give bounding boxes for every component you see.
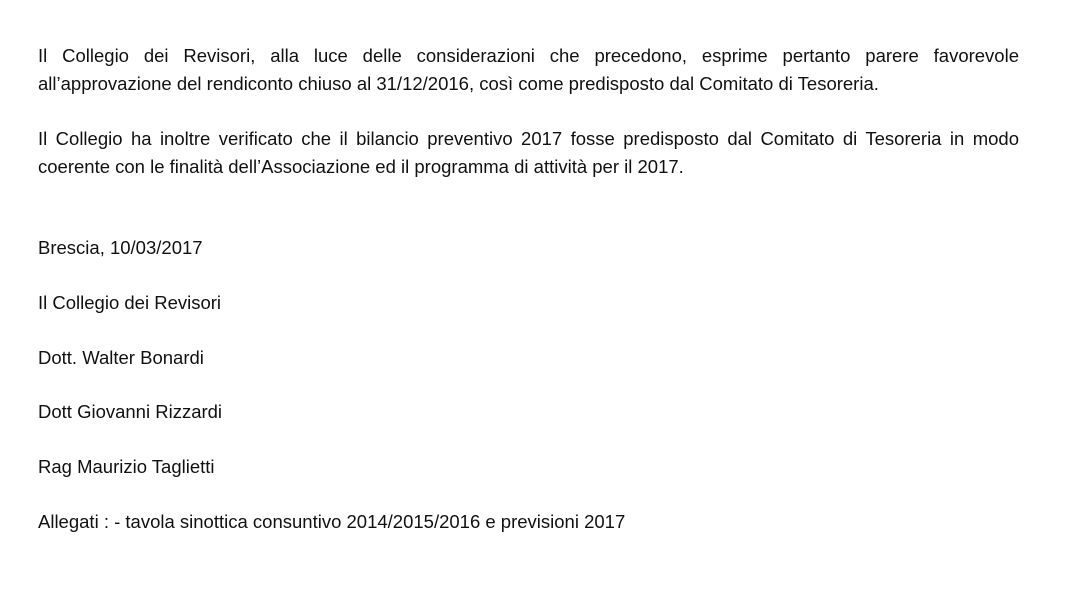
member-name: Dott. Walter Bonardi xyxy=(38,347,204,368)
member-name: Dott Giovanni Rizzardi xyxy=(38,401,223,422)
place-date: Brescia, 10/03/2017 xyxy=(38,237,203,258)
budget-paragraph: Il Collegio ha inoltre verificato che il bilancio preventivo 2017 fosse predisposto dal Comitato di Tesoreria in modo coerente con le finalità dell’Associazione ed il programma di attività per il 2017. xyxy=(38,128,1019,177)
approval-paragraph: Il Collegio dei Revisori, alla luce delle considerazioni che precedono, esprime pertanto parere favorevole all’approvazione del rendiconto chiuso al 31/12/2016, così come predisposto dal Comitato di Tesoreria. xyxy=(38,45,1019,94)
document-page xyxy=(38,0,1019,613)
member-name: Rag Maurizio Taglietti xyxy=(38,456,215,477)
attachments-line: Allegati : - tavola sinottica consuntivo 2014/2015/2016 e previsioni 2017 xyxy=(38,511,626,532)
signatory-body: Il Collegio dei Revisori xyxy=(38,292,222,313)
